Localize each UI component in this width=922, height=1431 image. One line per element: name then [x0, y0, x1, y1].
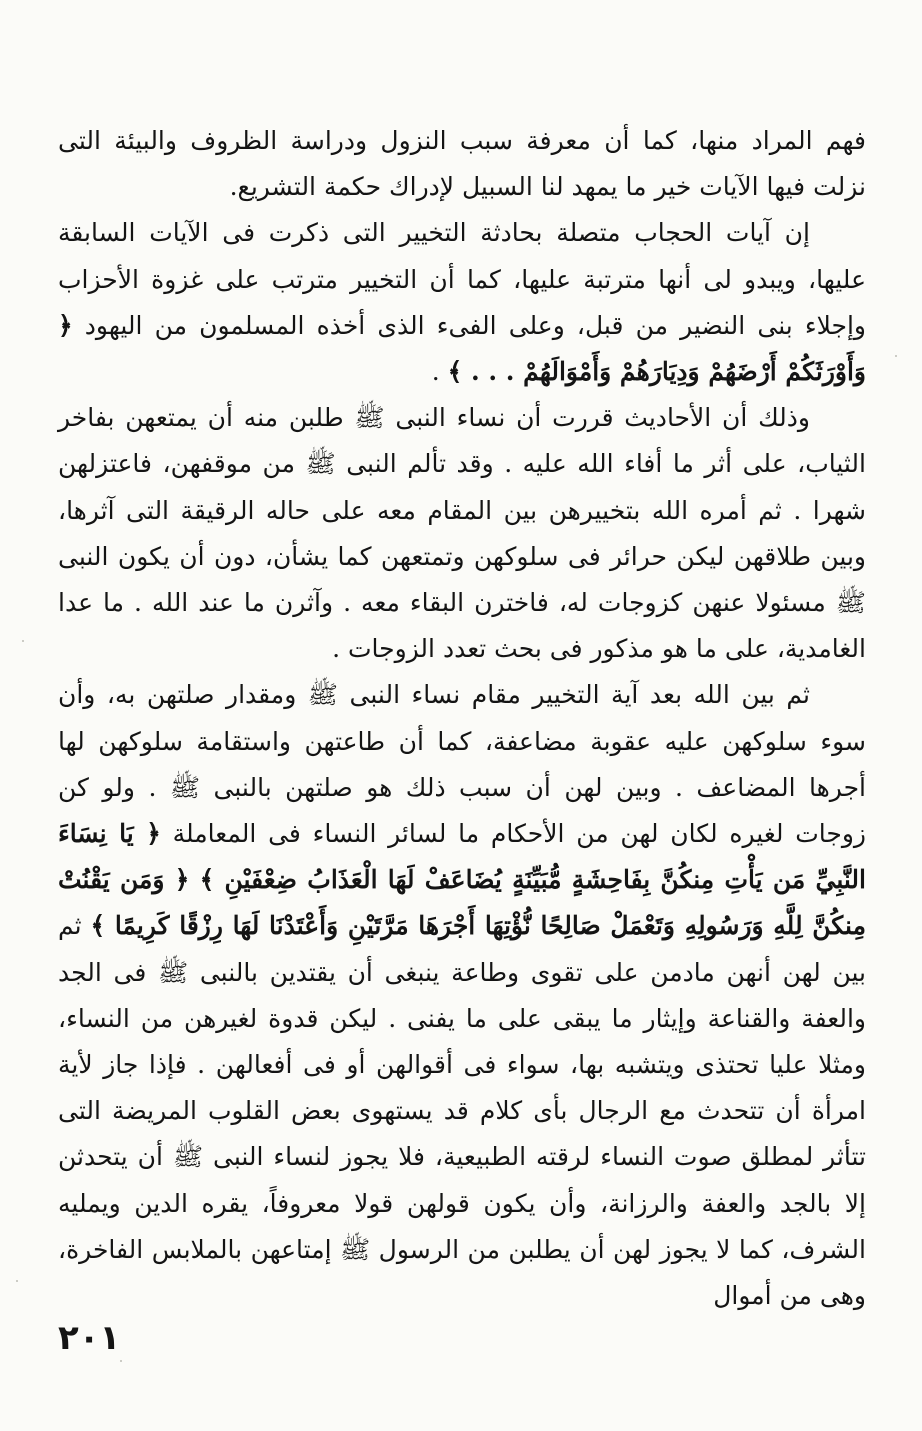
scan-speck: [895, 355, 897, 357]
quran-verse: ﴿ وَأَوْرَثَكُمْ أَرْضَهُمْ وَدِيَارَهُمْ وَأَمْوَالَهُمْ . . . ﴾: [58, 310, 866, 387]
text-segment: ثم بين لهن أنهن مادمن على تقوى وطاعة ينبغى أن يقتدين بالنبى ﷺ فى الجد والعفة والقناعة وإيثار ما يبقى على ما يفنى . ليكن قدوة لغيرهن من النساء، ومثلا عليا تحتذى ويتشبه بها، سواء فى أقوالهن أو فى أفعالهن . فإذا جاز لأية امرأة أن تتحدث مع الرجال بأى كلام قد يستهوى بعض القلوب المريضة التى تتأثر لمطلق صوت النساء لرقته الطبيعية، فلا يجوز لنساء النبى ﷺ أن يتحدثن إلا بالجد والعفة والرزانة، وأن يكون قولهن قولا معروفاً، يقره الدين ويمليه الشرف، كما لا يجوز لهن أن يطلبن من الرسول ﷺ إمتاعهن بالملابس الفاخرة، وهى من أموال: [58, 911, 866, 1311]
text-segment: .: [431, 357, 448, 387]
scan-speck: [22, 640, 24, 642]
scan-speck: [120, 1360, 122, 1362]
paragraph-2: [58, 210, 866, 395]
text-segment: وذلك أن الأحاديث قررت أن نساء النبى ﷺ طلبن منه أن يمتعهن بفاخر الثياب، على أثر ما أفاء الله عليه . وقد تألم النبى ﷺ من موقفهن، فاعتزلهن شهرا . ثم أمره الله بتخييرهن بين المقام معه على حاله الرقيقة التى آثرها، وبين طلاقهن ليكن حرائر فى سلوكهن وتمتعهن كما يشأن، دون أن يكون النبى ﷺ مسئولا عنهن كزوجات له، فاخترن البقاء معه . وآثرن ما عند الله . ما عدا الغامدية، على ما هو مذكور فى بحث تعدد الزوجات .: [58, 403, 866, 664]
page-number: ٢٠١: [58, 1318, 121, 1358]
paragraph-1: [58, 118, 866, 210]
paragraph-4: [58, 672, 866, 1319]
quran-verse: ﴿ يَا نِسَاءَ النَّبِيِّ مَن يَأْتِ مِنكُنَّ بِفَاحِشَةٍ مُّبَيِّنَةٍ يُضَاعَفْ لَهَا الْعَذَابُ ضِعْفَيْنِ ﴾ ﴿ وَمَن يَقْنُتْ مِنكُنَّ لِلَّهِ وَرَسُولِهِ وَتَعْمَلْ صَالِحًا نُّؤْتِهَا أَجْرَهَا مَرَّتَيْنِ وَأَعْتَدْنَا لَهَا رِزْقًا كَرِيمًا ﴾: [58, 819, 866, 941]
body-text: [58, 118, 866, 1319]
text-segment: فهم المراد منها، كما أن معرفة سبب النزول ودراسة الظروف والبيئة التى نزلت فيها الآيات خير ما يمهد لنا السبيل لإدراك حكمة التشريع.: [58, 126, 866, 202]
text-segment: ثم بين الله بعد آية التخيير مقام نساء النبى ﷺ ومقدار صلتهن به، وأن سوء سلوكهن عليه عقوبة مضاعفة، كما أن طاعتهن واستقامة سلوكهن لها أجرها المضاعف . وبين لهن أن سبب ذلك هو صلتهن بالنبى ﷺ . ولو كن زوجات لغيره لكان لهن من الأحكام ما لسائر النساء فى المعاملة: [58, 680, 866, 849]
paragraph-3: [58, 395, 866, 672]
text-segment: إن آيات الحجاب متصلة بحادثة التخيير التى ذكرت فى الآيات السابقة عليها، ويبدو لى أنها مترتبة عليها، كما أن التخيير مترتب على غزوة الأحزاب وإجلاء بنى النضير من قبل، وعلى الفىء الذى أخذه المسلمون من اليهود: [58, 218, 866, 340]
scan-speck: [16, 1280, 18, 1282]
